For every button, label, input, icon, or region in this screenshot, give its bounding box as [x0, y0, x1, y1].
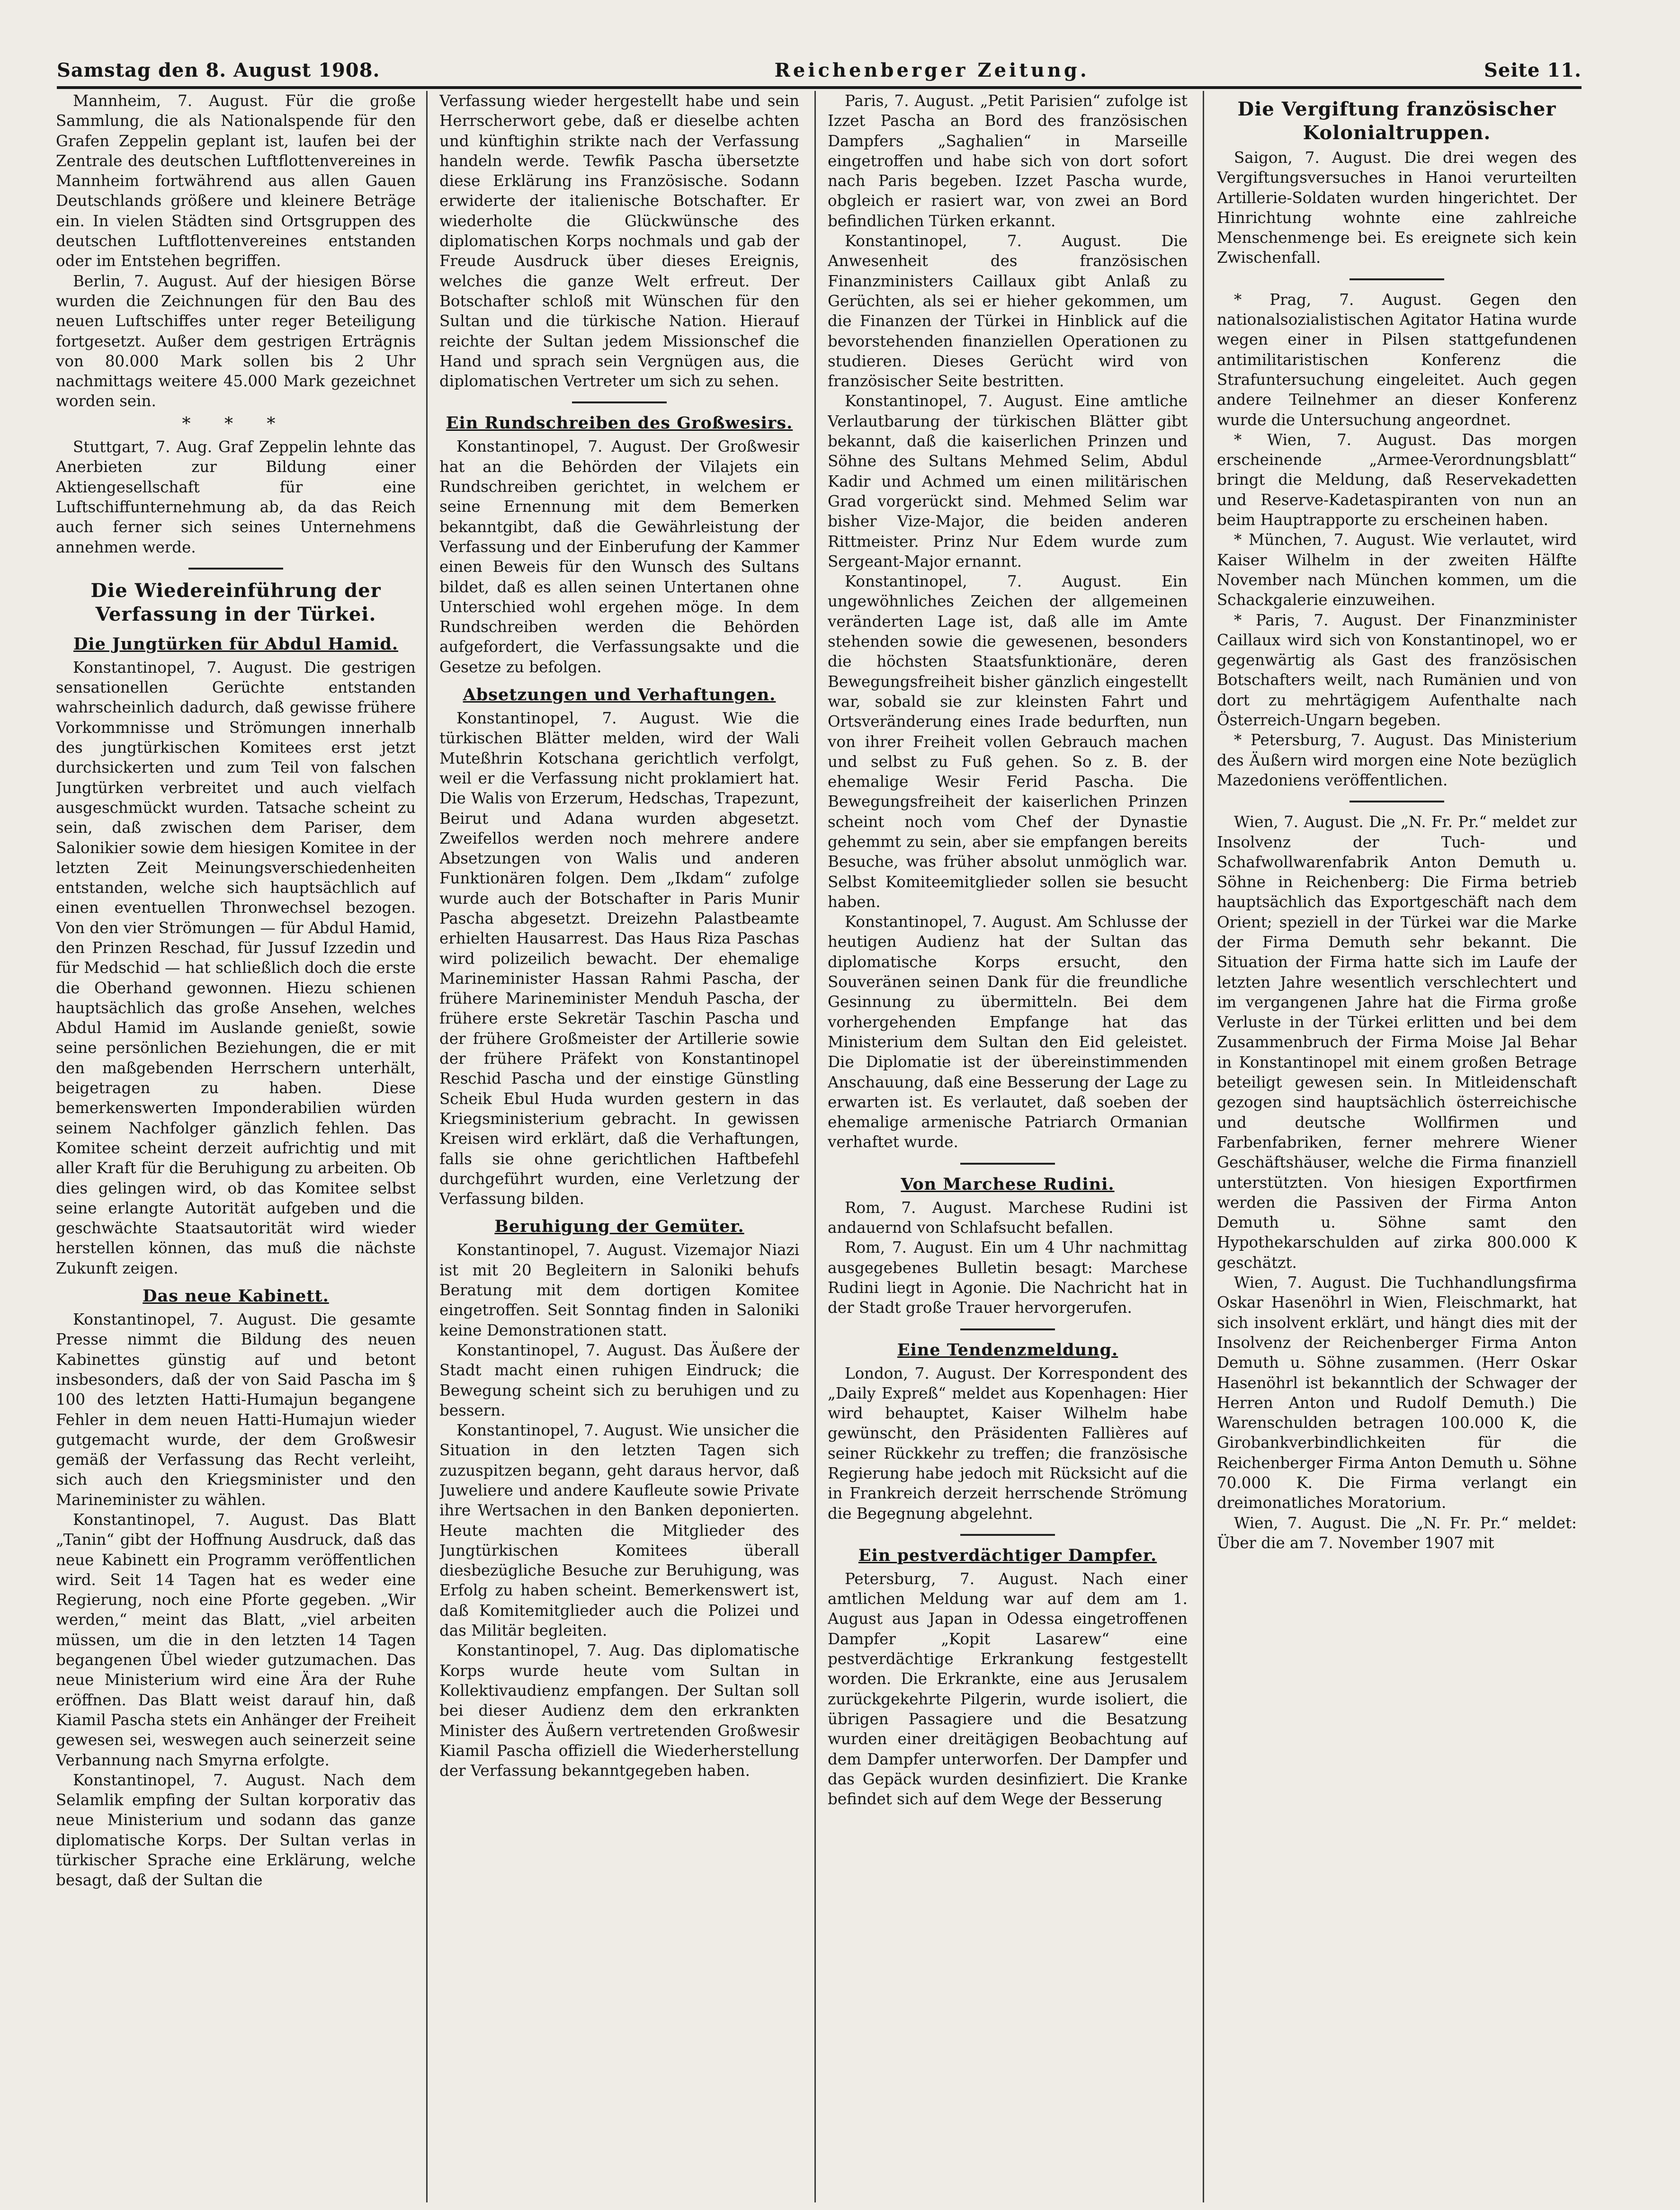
- subheading: Beruhigung der Gemüter.: [494, 1217, 744, 1237]
- article-paragraph: * Petersburg, 7. August. Das Ministerium des Äußern wird morgen eine Note bezüglich Mazedoniens veröffentlichen.: [1217, 731, 1577, 789]
- article-paragraph: * Prag, 7. August. Gegen den nationalsozialistischen Agitator Hatina wurde wegen einer in Pilsen stattgefundenen antimilitaristischen Konferenz die Strafuntersuchung eingeleitet. Auch gegen andere Teilnehmer an dieser Konferenz wurde die Untersuchung angeordnet.: [1217, 290, 1577, 429]
- section-rule: [960, 1534, 1055, 1536]
- article-paragraph: Wien, 7. August. Die „N. Fr. Pr.“ meldet zur Insolvenz der Tuch- und Schafwollwarenfabrik Anton Demuth u. Söhne in Reichenberg: Die Firma betrieb hauptsächlich das Exportgeschäft nach dem Orient; speziell in der Türkei war die Marke der Firma Demuth sehr bekannt. Die Situation der Firma hatte sich im Laufe der letzten Jahre wesentlich verschlechtert und im vergangenen Jahre hat die Firma große Verluste in der Türkei erlitten und bei dem Zusammenbruch der Firma Moise Jal Behar in Konstantinopel mit einem großen Betrage beteiligt gewesen sein. In Mitleidenschaft gezogen sind hauptsächlich österreichische und deutsche Wollfirmen und Farbenfabriken, ferner mehrere Wiener Geschäftshäuser, welche die Firma finanziell unterstützten. Von hiesigen Exportfirmen werden die Passiven der Firma Anton Demuth u. Söhne samt den Hypothekarschulden auf zirka 800.000 K geschätzt.: [1217, 813, 1577, 1272]
- section-rule: [188, 568, 283, 570]
- issue-date: Samstag den 8. August 1908.: [57, 59, 380, 81]
- separator-stars: * * *: [182, 414, 290, 434]
- section-rule: [960, 1163, 1055, 1165]
- section-rule: [572, 401, 667, 403]
- column-1: [56, 91, 416, 2198]
- section-rule: [960, 1328, 1055, 1330]
- article-paragraph: Wien, 7. August. Die Tuchhandlungsfirma Oskar Hasenöhrl in Wien, Fleischmarkt, hat sich insolvent erklärt, und hängt dies mit der Insolvenz der Reichenberger Firma Anton Demuth u. Söhne zusammen. (Herr Oskar Hasenöhrl ist bekanntlich der Schwager der Herren Anton und Rudolf Demuth.) Die Warenschulden betragen 100.000 K, die Girobankverbindlichkeiten für die Reichenberger Firma Anton Demuth u. Söhne 70.000 K. Die Firma verlangt ein dreimonatliches Moratorium.: [1217, 1274, 1577, 1512]
- column-rule: [426, 91, 428, 2202]
- article-paragraph: Paris, 7. August. „Petit Parisien“ zufolge ist Izzet Pascha an Bord des französischen Dampfers „Saghalien“ in Marseille eingetroffen und habe sich von dort sofort nach Paris begeben. Izzet Pascha wurde, obgleich er rasiert war, von zwei an Bord befindlichen Türken erkannt.: [828, 92, 1188, 230]
- newspaper-title: Reichenberger Zeitung.: [774, 59, 1090, 81]
- column-rule: [1203, 91, 1204, 2202]
- page-number: Seite 11.: [1484, 59, 1582, 81]
- article-paragraph: Konstantinopel, 7. August. Wie die türkischen Blätter melden, wird der Wali Muteßhrin Kotschana gerichtlich verfolgt, weil er die Verfassung nicht proklamiert hat. Die Walis von Erzerum, Hedschas, Trapezunt, Beirut und Adana wurden abgesetzt. Zweifellos werden noch mehrere andere Absetzungen von Walis und anderen Funktionären folgen. Dem „Ikdam“ zufolge wurde auch der Botschafter in Paris Munir Pascha abgesetzt. Dreizehn Palastbeamte erhielten Hausarrest. Das Haus Riza Paschas wird polizeilich bewacht. Der ehemalige Marineminister Hassan Rahmi Pascha, der frühere Marineminister Menduh Pascha, der frühere erste Sekretär Taschin Pascha und der frühere Großmeister der Artillerie sowie der frühere Präfekt von Konstantinopel Reschid Pascha und der einstige Günstling Scheik Ebul Huda wurden gestern in das Kriegsministerium gebracht. In gewissen Kreisen wird erklärt, daß die Verhaftungen, falls sie ohne gerichtlichen Haftbefehl durchgeführt wurden, eine Verletzung der Verfassung bilden.: [439, 709, 799, 1208]
- column-3: [828, 91, 1188, 2198]
- subheading: Die Jungtürken für Abdul Hamid.: [73, 634, 399, 654]
- article-paragraph: Konstantinopel, 7. August. Eine amtliche Verlautbarung der türkischen Blätter gibt bekannt, daß die kaiserlichen Prinzen und Söhne des Sultans Mehmed Selim, Abdul Kadir und Achmed um einen militärischen Grad vorgerückt sind. Mehmed Selim war bisher Vize-Major, die beiden anderen Rittmeister. Prinz Nur Edem wurde zum Sergeant-Major ernannt.: [828, 392, 1188, 570]
- section-rule: [1349, 801, 1444, 802]
- article-paragraph: Konstantinopel, 7. August. Wie unsicher die Situation in den letzten Tagen sich zuzuspitzen begann, geht daraus hervor, daß Juweliere und andere Kaufleute sowie Private ihre Wertsachen in den Banken deponierten. Heute machten die Mitglieder des Jungtürkischen Komitees überall diesbezügliche Besuche zur Beruhigung, was Erfolg zu haben scheint. Bemerkenswert ist, daß Komitemitglieder auch die Polizei und das Militär begleiten.: [439, 1421, 799, 1640]
- article-paragraph: Wien, 7. August. Die „N. Fr. Pr.“ meldet: Über die am 7. November 1907 mit: [1217, 1514, 1577, 1552]
- masthead: [57, 44, 1582, 81]
- subheading: Ein Rundschreiben des Großwesirs.: [446, 413, 793, 433]
- headline: Die Wiedereinführung der Verfassung in der Türkei.: [90, 579, 381, 625]
- article-paragraph: Konstantinopel, 7. August. Die Anwesenheit des französischen Finanzministers Caillaux gibt Anlaß zu Gerüchten, als sei er hieher gekommen, um die Finanzen der Türkei in Hinblick auf die bevorstehenden finanziellen Operationen zu studieren. Dieses Gerücht wird von französischer Seite bestritten.: [828, 232, 1188, 391]
- article-paragraph: Konstantinopel, 7. August. Der Großwesir hat an die Behörden der Vilajets ein Rundschreiben gerichtet, in welchem er seine Ernennung mit dem Bemerken bekanntgibt, daß die Gewährleistung der Verfassung und der Einberufung der Kammer einen Beweis für den Wunsch des Sultans bildet, daß es allen seinen Untertanen ohne Unterschied wohl ergehen möge. In dem Rundschreiben werden die Behörden aufgefordert, die Verfassungsakte und die Gesetze zu befolgen.: [439, 437, 799, 676]
- subheading: Das neue Kabinett.: [143, 1286, 329, 1306]
- article-paragraph: * München, 7. August. Wie verlautet, wird Kaiser Wilhelm in der zweiten Hälfte November nach München kommen, um die Schackgalerie einzuweihen.: [1217, 531, 1577, 609]
- article-paragraph: Konstantinopel, 7. Aug. Das diplomatische Korps wurde heute vom Sultan in Kollektivaudienz empfangen. Der Sultan soll bei dieser Audienz dem den erkrankten Minister des Äußern vertretenden Großwesir Kiamil Pascha offiziell die Wiederherstellung der Verfassung bekanntgegeben haben.: [439, 1641, 799, 1780]
- article-paragraph: Rom, 7. August. Marchese Rudini ist andauernd von Schlafsucht befallen.: [828, 1198, 1188, 1237]
- article-paragraph: Petersburg, 7. August. Nach einer amtlichen Meldung war auf dem am 1. August aus Japan in Odessa eingetroffenen Dampfer „Kopit Lasarew“ eine pestverdächtige Erkrankung festgestellt worden. Die Erkrankte, eine aus Jerusalem zurückgekehrte Pilgerin, wurde isoliert, die übrigen Passagiere und die Besatzung wurden einer dreitägigen Beobachtung auf dem Dampfer unterworfen. Der Dampfer und das Gepäck wurden desinfiziert. Die Kranke befindet sich auf dem Wege der Besserung: [828, 1569, 1188, 1809]
- article-paragraph: Konstantinopel, 7. August. Vizemajor Niazi ist mit 20 Begleitern in Saloniki behufs Beratung mit dem dortigen Komitee eingetroffen. Seit Sonntag finden in Saloniki keine Demonstrationen statt.: [439, 1241, 799, 1339]
- article-paragraph: Konstantinopel, 7. August. Ein ungewöhnliches Zeichen der allgemeinen veränderten Lage ist, daß alle im Amte stehenden sowie die gewesenen, besonders die höchsten Staatsfunktionäre, deren Bewegungsfreiheit bisher gänzlich eingestellt war, sobald sie zur kleinsten Fahrt und Ortsveränderung eines Irade bedurften, nun von ihrer Freiheit vollen Gebrauch machen und selbst zu Fuß gehen. So z. B. der ehemalige Wesir Ferid Pascha. Die Bewegungsfreiheit der kaiserlichen Prinzen scheint noch vom Chef der Dynastie gehemmt zu sein, aber sie empfangen bereits Besuche, was früher absolut unmöglich war. Selbst Komiteemitglieder sollen sie besucht haben.: [828, 572, 1188, 911]
- column-2: [439, 91, 799, 2198]
- subheading: Absetzungen und Verhaftungen.: [463, 685, 776, 705]
- article-paragraph: Konstantinopel, 7. August. Am Schlusse der heutigen Audienz hat der Sultan das diplomatische Korps ersucht, den Souveränen seinen Dank für die freundliche Gesinnung zu übermitteln. Bei dem vorhergehenden Empfange hat das Ministerium dem Sultan den Eid geleistet. Die Diplomatie ist der übereinstimmenden Anschauung, daß eine Besserung der Lage zu erwarten ist. Es verlautet, daß soeben der ehemalige armenische Patriarch Ormanian verhaftet wurde.: [828, 913, 1188, 1151]
- section-rule: [1349, 278, 1444, 280]
- column-4: [1217, 91, 1577, 2198]
- article-paragraph: * Wien, 7. August. Das morgen erscheinende „Armee-Verordnungsblatt“ bringt die Meldung, daß Reservekadetten und Reserve-Kadetaspiranten von nun an beim Hauptrapporte zu erscheinen haben.: [1217, 430, 1577, 529]
- article-paragraph: Konstantinopel, 7. August. Das Blatt „Tanin“ gibt der Hoffnung Ausdruck, daß das neue Kabinett ein Programm veröffentlichen wird. Seit 14 Tagen hat es weder eine Regierung, noch eine Pforte gegeben. „Wir werden,“ meint das Blatt, „viel arbeiten müssen, um die in den letzten 14 Tagen begangenen Übel wieder gutzumachen. Das neue Ministerium wird eine Ära der Ruhe eröffnen. Das Blatt weist darauf hin, daß Kiamil Pascha stets ein Anhänger der Freiheit gewesen sei, weswegen auch seinerzeit seine Verbannung nach Smyrna erfolgte.: [56, 1511, 416, 1769]
- article-paragraph: Mannheim, 7. August. Für die große Sammlung, die als Nationalspende für den Grafen Zeppelin geplant ist, laufen bei der Zentrale des deutschen Luftflottenvereines in Mannheim fortwährend aus allen Gauen Deutschlands größere und kleinere Beträge ein. In vielen Städten sind Ortsgruppen des deutschen Luftflottenvereines entstanden oder im Entstehen begriffen.: [56, 92, 416, 270]
- article-paragraph: * Paris, 7. August. Der Finanzminister Caillaux wird sich von Konstantinopel, wo er gegenwärtig als Gast des französischen Botschafters weilt, nach Rumänien und von dort zu mehrtägigem Aufenthalte nach Österreich-Ungarn begeben.: [1217, 611, 1577, 730]
- article-paragraph: Stuttgart, 7. Aug. Graf Zeppelin lehnte das Anerbieten zur Bildung einer Aktiengesellschaft für eine Luftschiffunternehmung ab, da das Reich auch ferner sich seines Unternehmens annehmen werde.: [56, 438, 416, 556]
- header-rule: [57, 86, 1582, 89]
- article-paragraph: Berlin, 7. August. Auf der hiesigen Börse wurden die Zeichnungen für den Bau des neuen Luftschiffes unter reger Beteiligung fortgesetzt. Außer dem gestrigen Erträgnis von 80.000 Mark sollen bis 2 Uhr nachmittags weitere 45.000 Mark gezeichnet worden sein.: [56, 272, 416, 410]
- column-rule: [814, 91, 816, 2202]
- article-paragraph: Konstantinopel, 7. August. Die gestrigen sensationellen Gerüchte entstanden wahrscheinlich dadurch, daß gewisse frühere Vorkommnisse und Strömungen innerhalb des jungtürkischen Komitees erst jetzt durchsickerten und zum Teil von falschen Jungtürken verbreitet und auch vielfach ausgeschmückt wurden. Tatsache scheint zu sein, daß zwischen dem Pariser, dem Salonikier sowie dem hiesigen Komitee in der letzten Zeit Meinungsverschiedenheiten entstanden, welche sich hauptsächlich auf einen eventuellen Thronwechsel bezogen. Von den vier Strömungen — für Abdul Hamid, den Prinzen Reschad, für Jussuf Izzedin und für Medschid — hat schließlich doch die erste die Oberhand gewonnen. Hiezu schienen hauptsächlich das große Ansehen, welches Abdul Hamid im Auslande genießt, sowie seine persönlichen Beziehungen, die er mit den maßgebenden Herrschern unterhält, beigetragen zu haben. Diese bemerkenswerten Imponderabilien würden seinem Nachfolger gänzlich fehlen. Das Komitee scheint derzeit aufrichtig und mit aller Kraft für die Beruhigung zu arbeiten. Ob dies gelingen wird, ob das Komitee selbst seine erlangte Autorität aufgeben und die geschwächte Staatsautorität wird wieder herstellen können, das muß die nächste Zukunft zeigen.: [56, 658, 416, 1277]
- article-paragraph: Konstantinopel, 7. August. Nach dem Selamlik empfing der Sultan korporativ das neue Ministerium und sodann das ganze diplomatische Korps. Der Sultan verlas in türkischer Sprache eine Erklärung, welche besagt, daß der Sultan die: [56, 1771, 416, 1889]
- article-paragraph: Konstantinopel, 7. August. Das Äußere der Stadt macht einen ruhigen Eindruck; die Bewegung scheint sich zu beruhigen und zu bessern.: [439, 1341, 799, 1419]
- article-paragraph: London, 7. August. Der Korrespondent des „Daily Expreß“ meldet aus Kopenhagen: Hier wird behauptet, Kaiser Wilhelm habe gewünscht, den Präsidenten Fallières auf seiner Rückkehr zu treffen; die französische Regierung habe jedoch mit Rücksicht auf die in Frankreich derzeit herrschende Strömung die Begegnung abgelehnt.: [828, 1364, 1188, 1523]
- article-paragraph: Verfassung wieder hergestellt habe und sein Herrscherwort gebe, daß er dieselbe achten und künftighin strikte nach der Verfassung handeln werde. Tewfik Pascha übersetzte diese Erklärung ins Französische. Sodann erwiderte der italienische Botschafter. Er wiederholte die Glückwünsche des diplomatischen Korps nochmals und gab der Freude Ausdruck über dieses Ereignis, welches die ganze Welt erfreut. Der Botschafter schloß mit Wünschen für den Sultan und die türkische Nation. Hierauf reichte der Sultan jedem Missionschef die Hand und sprach sein Vergnügen aus, die diplomatischen Vertreter um sich zu sehen.: [439, 92, 799, 391]
- article-paragraph: Saigon, 7. August. Die drei wegen des Vergiftungsversuches in Hanoi verurteilten Artillerie-Soldaten wurden hingerichtet. Der Hinrichtung wohnte eine zahlreiche Menschenmenge bei. Es ereignete sich kein Zwischenfall.: [1217, 149, 1577, 267]
- subheading: Eine Tendenzmeldung.: [897, 1340, 1118, 1360]
- article-paragraph: Konstantinopel, 7. August. Die gesamte Presse nimmt die Bildung des neuen Kabinettes günstig auf und betont insbesonders, daß der von Said Pascha im § 100 des letzten Hatti-Humajun begangene Fehler in dem neuen Hatti-Humajun wieder gutgemacht wurde, der dem Großwesir gemäß der Verfassung das Recht verleiht, sich auch den Kriegsminister und den Marineminister zu wählen.: [56, 1310, 416, 1509]
- subheading: Ein pestverdächtiger Dampfer.: [858, 1545, 1157, 1565]
- subheading: Von Marchese Rudini.: [901, 1174, 1115, 1194]
- headline: Die Vergiftung französischer Kolonialtruppen.: [1237, 98, 1556, 144]
- article-paragraph: Rom, 7. August. Ein um 4 Uhr nachmittag ausgegebenes Bulletin besagt: Marchese Rudini liegt in Agonie. Die Nachricht hat in der Stadt große Trauer hervorgerufen.: [828, 1239, 1188, 1317]
